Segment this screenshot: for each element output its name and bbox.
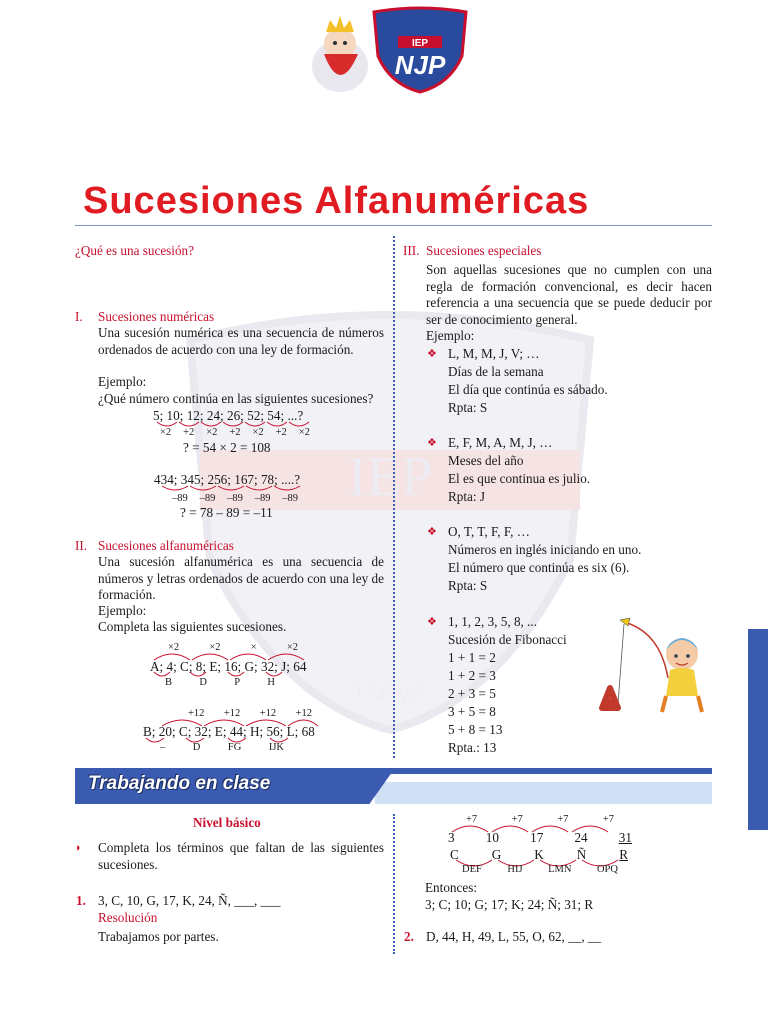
resolution-gaps bbox=[462, 864, 618, 876]
gap-letters: LMN bbox=[548, 864, 572, 875]
section-2-body: Una sucesión alfanumérica es una secuencia de números y letras ordenados de acuerdo con una ley de formación. bbox=[98, 554, 384, 603]
op: +12 bbox=[295, 708, 312, 719]
problem-2-number: 2. bbox=[404, 929, 414, 944]
problem-1-number: 1. bbox=[76, 893, 86, 908]
op: ×2 bbox=[298, 427, 310, 438]
special-seq-4: 1, 1, 2, 3, 5, 8, ... bbox=[448, 614, 538, 629]
instruction-text: Completa los términos que faltan de las siguientes sucesiones. bbox=[98, 840, 384, 872]
watermark-text: IEP bbox=[348, 446, 432, 508]
special-seq-2-line: Meses del año bbox=[448, 453, 524, 468]
op: –89 bbox=[254, 493, 271, 504]
special-seq-2-line: El es que continua es julio. bbox=[448, 471, 591, 486]
special-seq-4-line: 5 + 8 = 13 bbox=[448, 722, 503, 737]
number: 24 bbox=[574, 830, 588, 845]
section-2-heading: Sucesiones alfanuméricas bbox=[98, 538, 234, 553]
special-seq-3-line: Rpta: S bbox=[448, 578, 488, 593]
problem-1-work: Trabajamos por partes. bbox=[98, 929, 219, 944]
op: +2 bbox=[229, 427, 241, 438]
special-seq-4-line: 1 + 2 = 3 bbox=[448, 668, 496, 683]
section-1-example: Ejemplo: bbox=[98, 374, 147, 389]
gap-letter: FG bbox=[227, 742, 242, 753]
num-sequence-1: 5; 10; 12; 24; 26; 52; 54; ...? bbox=[153, 408, 304, 423]
special-seq-3-line: Números en inglés iniciando en uno. bbox=[448, 542, 642, 557]
alnum-seq-1: A; 4; C; 8; E; 16; G; 32; J; 64 bbox=[150, 659, 307, 674]
op: –89 bbox=[227, 493, 243, 504]
letter: R bbox=[619, 847, 628, 862]
special-seq-4-line: Sucesión de Fibonacci bbox=[448, 632, 567, 647]
special-seq-2-line: Rpta: J bbox=[448, 489, 485, 504]
num-sequence-1-ops bbox=[160, 427, 310, 439]
num-sequence-2: 434; 345; 256; 167; 78; ....? bbox=[154, 472, 301, 487]
op: ×2 bbox=[209, 642, 221, 653]
shield-icon bbox=[370, 6, 470, 94]
section-2-ask: Completa las siguientes sucesiones. bbox=[98, 619, 287, 634]
number: 31 bbox=[618, 830, 632, 845]
gap-letters: HIJ bbox=[507, 864, 523, 875]
section-3-body: Son aquellas sucesiones que no cumplen con una regla de formación convencional, es decir hacen referencia a una secuencia que se puede deducir por ser de conocimiento general. bbox=[426, 262, 712, 327]
op: +12 bbox=[259, 708, 277, 719]
op: +7 bbox=[557, 814, 569, 825]
special-seq-1-line: Rpta: S bbox=[448, 400, 488, 415]
svg-text:NJP: NJP bbox=[394, 50, 446, 80]
page-title: Sucesiones Alfanuméricas bbox=[83, 180, 590, 222]
op: ×2 bbox=[286, 642, 298, 653]
alnum-seq-1-letters bbox=[165, 677, 275, 689]
gap-letter: D bbox=[199, 677, 207, 688]
section-3-number: III. bbox=[403, 243, 420, 258]
special-seq-4-line: 1 + 1 = 2 bbox=[448, 650, 496, 665]
gap-letters: DEF bbox=[462, 864, 482, 875]
special-seq-1-line: Días de la semana bbox=[448, 364, 544, 379]
op: +2 bbox=[183, 427, 195, 438]
title-underline bbox=[75, 225, 712, 226]
section-1-heading: Sucesiones numéricas bbox=[98, 309, 215, 324]
op: +12 bbox=[188, 708, 205, 719]
op: ×2 bbox=[252, 427, 264, 438]
number: 3 bbox=[448, 830, 455, 845]
alnum-seq-2: B; 20; C; 32; E; 44; H; 56; L; 68 bbox=[143, 724, 315, 739]
column-divider-bottom bbox=[393, 814, 395, 954]
op: –89 bbox=[199, 493, 216, 504]
special-seq-3: O, T, T, F, F, … bbox=[448, 524, 530, 539]
diamond-bullet-icon: ❖ bbox=[427, 526, 437, 538]
num-sequence-1-answer: ? = 54 × 2 = 108 bbox=[183, 440, 271, 455]
num-sequence-2-ops bbox=[172, 493, 298, 505]
question-heading: ¿Qué es una sucesión? bbox=[75, 243, 195, 258]
special-seq-1-line: El día que continúa es sábado. bbox=[448, 382, 608, 397]
special-seq-2: E, F, M, A, M, J, … bbox=[448, 435, 553, 450]
section-2-example: Ejemplo: bbox=[98, 603, 147, 618]
banner-label: Trabajando en clase bbox=[88, 773, 271, 794]
special-seq-4-line: 3 + 5 = 8 bbox=[448, 704, 496, 719]
watermark-sub: TARMA bbox=[352, 680, 428, 705]
op: ×2 bbox=[206, 427, 218, 438]
letter: C bbox=[450, 847, 459, 862]
resolution-letters bbox=[450, 847, 628, 864]
gap-letter: P bbox=[234, 677, 241, 688]
op: ×2 bbox=[168, 642, 180, 653]
gap-letter: B bbox=[165, 677, 173, 688]
special-seq-4-line: Rpta.: 13 bbox=[448, 740, 497, 755]
diamond-bullet-icon: ❖ bbox=[427, 437, 437, 449]
column-divider bbox=[393, 236, 395, 758]
op: × bbox=[250, 642, 257, 653]
half-circle-bullet-icon: ◗ bbox=[75, 842, 82, 854]
op: +7 bbox=[511, 814, 523, 825]
gap-letter: D bbox=[192, 742, 201, 753]
section-banner bbox=[75, 768, 712, 804]
problem-2-text: D, 44, H, 49, L, 55, O, 62, __, __ bbox=[426, 929, 602, 944]
then-label: Entonces: bbox=[425, 880, 478, 895]
level-heading: Nivel básico bbox=[193, 815, 261, 830]
op: +12 bbox=[223, 708, 241, 719]
diamond-bullet-icon: ❖ bbox=[427, 616, 437, 628]
number: 10 bbox=[485, 830, 499, 845]
special-seq-1: L, M, M, J, V; … bbox=[448, 346, 540, 361]
svg-text:IEP: IEP bbox=[411, 38, 429, 49]
op: +2 bbox=[275, 427, 287, 438]
logo bbox=[300, 6, 475, 96]
diamond-bullet-icon: ❖ bbox=[427, 348, 437, 360]
gap-letters: OPQ bbox=[596, 864, 618, 875]
special-seq-4-line: 2 + 3 = 5 bbox=[448, 686, 496, 701]
op: +7 bbox=[466, 814, 478, 825]
number: 17 bbox=[530, 830, 544, 845]
letter: Ñ bbox=[576, 847, 587, 862]
letter: K bbox=[534, 847, 544, 862]
op: –89 bbox=[172, 493, 188, 504]
op: –89 bbox=[282, 493, 298, 504]
op: +7 bbox=[602, 814, 614, 825]
banner-light bbox=[375, 782, 712, 804]
letter: G bbox=[491, 847, 502, 862]
problem-1-resolution: Resolución bbox=[98, 910, 158, 925]
girl-fishing-illustration bbox=[590, 612, 720, 742]
gap-letter: IJK bbox=[268, 742, 284, 753]
alnum-seq-2-letters bbox=[160, 742, 284, 754]
gap-letter: H bbox=[267, 677, 275, 688]
side-tab bbox=[748, 629, 768, 830]
section-1-body: Una sucesión numérica es una secuencia de números ordenados de acuerdo con una ley de formación. bbox=[98, 325, 384, 357]
gap-letter: – bbox=[160, 742, 166, 753]
section-2-number: II. bbox=[75, 538, 88, 553]
section-3-example: Ejemplo: bbox=[426, 328, 475, 343]
section-1-number: I. bbox=[75, 309, 83, 324]
num-sequence-2-answer: ? = 78 – 89 = –11 bbox=[180, 505, 273, 520]
section-1-ask: ¿Qué número continúa en las siguientes sucesiones? bbox=[98, 391, 374, 406]
problem-1-text: 3, C, 10, G, 17, K, 24, Ñ, ___, ___ bbox=[98, 893, 281, 908]
section-3-heading: Sucesiones especiales bbox=[426, 243, 542, 258]
resolution-numbers bbox=[448, 830, 632, 847]
op: ×2 bbox=[160, 427, 172, 438]
resolution-result: 3; C; 10; G; 17; K; 24; Ñ; 31; R bbox=[425, 897, 594, 912]
special-seq-3-line: El número que continúa es six (6). bbox=[448, 560, 630, 575]
